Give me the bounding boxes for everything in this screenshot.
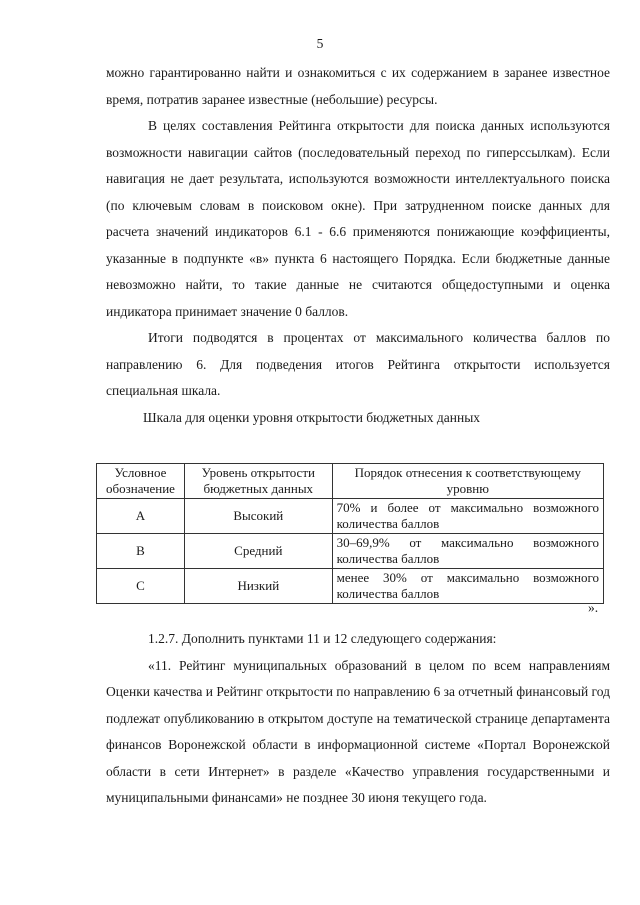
closing-quote: ». [588, 600, 599, 615]
header-rule: Порядок отнесения к соответствующему уровню [332, 464, 603, 499]
header-code: Условное обозначение [97, 464, 185, 499]
cell-rule: менее 30% от максимально возможного количества баллов [332, 569, 603, 604]
table-header-row [97, 464, 604, 499]
table-row [97, 569, 604, 604]
paragraph-1: можно гарантированно найти и ознакомиться с их содержанием в заранее известное время, потратив заранее известные (небольшие) ресурсы. [106, 65, 610, 107]
table-caption: Шкала для оценки уровня открытости бюджетных данных [143, 409, 481, 425]
cell-level: Низкий [184, 569, 332, 604]
paragraph-5: «11. Рейтинг муниципальных образований в целом по всем направлениям Оценки качества и Рейтинг открытости по направлению 6 за отчетный финансовый год подлежат опубликованию в открытом доступе на тематической странице департамента финансов Воронежской области в информационной системе «Портал Воронежской области в сети Интернет» в разделе «Качество управления государственными и муниципальными финансами» не позднее 30 июня текущего года. [106, 657, 610, 805]
table-row [97, 499, 604, 534]
paragraph-3: Итоги подводятся в процентах от максимального количества баллов по направлению 6. Для подведения итогов Рейтинга открытости используется специальная шкала. [106, 330, 610, 398]
paragraph-4: 1.2.7. Дополнить пунктами 11 и 12 следующего содержания: [148, 631, 497, 646]
page-number: 5 [316, 36, 324, 51]
header-level: Уровень открытости бюджетных данных [184, 464, 332, 499]
cell-code: В [97, 534, 185, 569]
cell-level: Высокий [184, 499, 332, 534]
upper-text-block [106, 60, 610, 431]
cell-code: А [97, 499, 185, 534]
cell-rule: 30–69,9% от максимально возможного количества баллов [332, 534, 603, 569]
openness-scale-table [96, 463, 604, 604]
cell-rule: 70% и более от максимально возможного количества баллов [332, 499, 603, 534]
lower-text-block [106, 626, 610, 812]
table-row [97, 534, 604, 569]
cell-level: Средний [184, 534, 332, 569]
paragraph-2: В целях составления Рейтинга открытости для поиска данных используются возможности навигации сайтов (последовательный переход по гиперссылкам). Если навигация не дает результата, используются возможности интеллектуального поиска (по ключевым словам в поисковом окне). При затрудненном поиске данных для расчета значений индикаторов 6.1 - 6.6 применяются понижающие коэффициенты, указанные в подпункте «в» пункта 6 настоящего Порядка. Если бюджетные данные невозможно найти, то такие данные не считаются общедоступными и оценка индикатора принимает значение 0 баллов. [106, 118, 610, 319]
cell-code: С [97, 569, 185, 604]
